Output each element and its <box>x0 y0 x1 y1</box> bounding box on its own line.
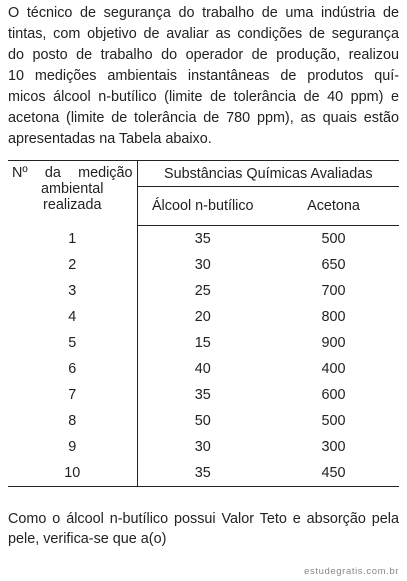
acetone-cell: 700 <box>321 283 346 299</box>
butanol-cell: 35 <box>194 387 211 403</box>
table-row <box>8 304 399 330</box>
butanol-cell: 35 <box>137 460 268 487</box>
table-row <box>8 330 399 356</box>
butanol-cell: 50 <box>194 413 211 429</box>
acetone-cell: 400 <box>321 361 346 377</box>
acetone-cell: 500 <box>321 231 346 247</box>
butanol-cell: 40 <box>194 361 211 377</box>
acetone-cell: 450 <box>268 460 399 487</box>
header-measurement-number <box>8 161 137 226</box>
measurement-number-cell: 8 <box>8 408 137 434</box>
intro-line: O técnico de segurança do trabalho de uma indústria de <box>8 5 399 21</box>
intro-line: 10 medições ambientais instantâneas de produtos quí- <box>8 68 399 84</box>
acetone-cell: 500 <box>321 413 346 429</box>
intro-line: do posto de trabalho do operador de produção, realizou <box>8 47 399 63</box>
butanol-cell: 15 <box>194 335 211 351</box>
measurement-number-cell: 2 <box>8 252 137 278</box>
measurement-number-cell: 4 <box>8 304 137 330</box>
intro-line: micos álcool n-butílico (limite de tolerância de 40 ppm) e <box>8 89 399 105</box>
header-acetone: Acetona <box>268 187 399 226</box>
acetone-cell: 800 <box>321 309 346 325</box>
measurement-number-cell: 7 <box>8 382 137 408</box>
measurement-number-cell: 9 <box>8 434 137 460</box>
measurement-number-cell: 10 <box>8 460 137 487</box>
header-substances-group: Substâncias Químicas Avaliadas <box>137 161 399 187</box>
acetone-cell: 600 <box>321 387 346 403</box>
header-text: medição <box>78 165 133 181</box>
question-prompt-text <box>8 509 399 549</box>
header-text: realizada <box>43 197 102 213</box>
header-text: Nº <box>12 165 28 181</box>
acetone-cell: 300 <box>321 439 346 455</box>
acetone-cell: 650 <box>321 257 346 273</box>
question-line: Como o álcool n-butílico possui Valor Teto e absorção pela <box>8 511 399 527</box>
measurements-table <box>8 160 399 487</box>
table-row <box>8 434 399 460</box>
table-row <box>8 226 399 253</box>
measurement-number-cell: 3 <box>8 278 137 304</box>
watermark: estudegratis.com.br <box>304 566 399 577</box>
intro-line: tintas, com objetivo de avaliar as condições de segurança <box>8 26 399 42</box>
butanol-cell: 30 <box>194 439 211 455</box>
header-butanol: Álcool n-butílico <box>137 187 268 226</box>
header-text: da <box>44 165 61 181</box>
header-text: ambiental <box>41 181 104 197</box>
question-line: pele, verifica-se que a(o) <box>8 531 167 547</box>
table-row <box>8 356 399 382</box>
acetone-cell: 900 <box>321 335 346 351</box>
table-row <box>8 408 399 434</box>
intro-line: acetona (limite de tolerância de 780 ppm), as quais estão <box>8 110 399 126</box>
measurement-number-cell: 6 <box>8 356 137 382</box>
butanol-cell: 35 <box>194 231 211 247</box>
butanol-cell: 20 <box>194 309 211 325</box>
measurement-number-cell: 5 <box>8 330 137 356</box>
table-row <box>8 278 399 304</box>
butanol-cell: 25 <box>194 283 211 299</box>
butanol-cell: 30 <box>194 257 211 273</box>
measurement-number-cell: 1 <box>8 226 137 253</box>
table-row <box>8 382 399 408</box>
table-row <box>8 460 399 487</box>
intro-line: apresentadas na Tabela abaixo. <box>8 131 212 147</box>
question-intro-text <box>8 3 399 150</box>
table-row <box>8 252 399 278</box>
